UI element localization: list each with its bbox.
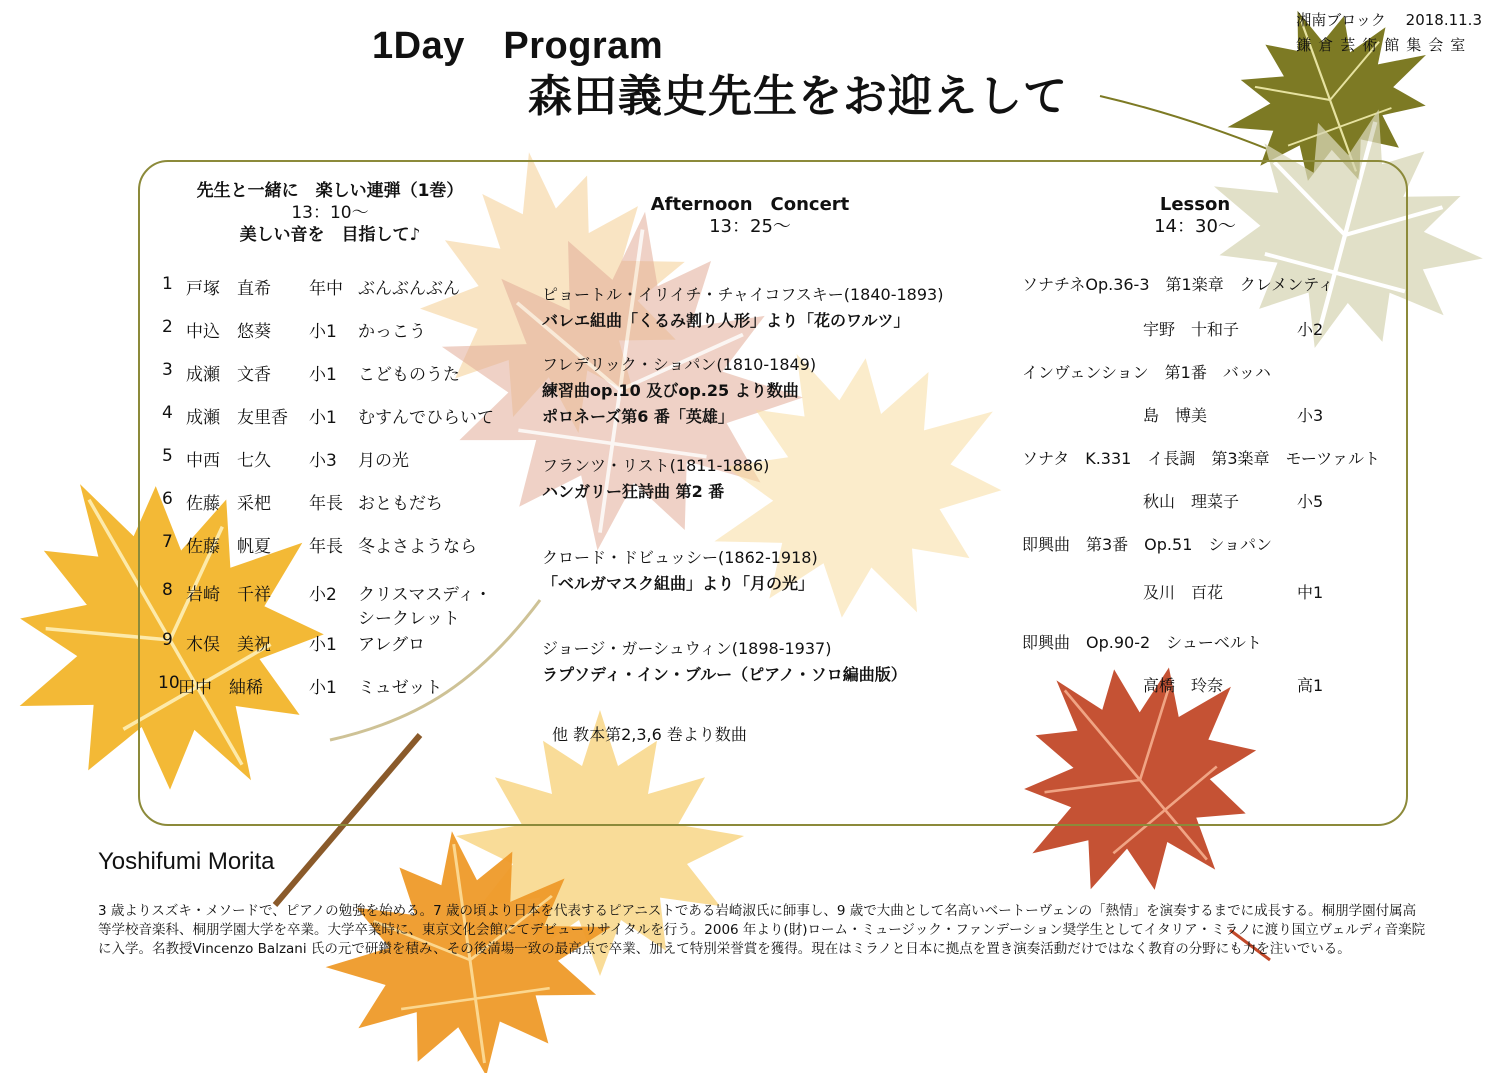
student-number: 6	[162, 489, 173, 509]
lesson-piece: 即興曲 第3番 Op.51 ショパン	[1022, 535, 1273, 554]
concert-heading: Afternoon Concert	[650, 194, 850, 215]
student-number: 10	[158, 673, 180, 693]
student-name: 成瀬 文香	[186, 365, 271, 385]
student-number: 9	[162, 630, 173, 650]
concert-note: 他 教本第2,3,6 巻より数曲	[552, 725, 747, 744]
student-grade: 小1	[309, 635, 337, 655]
concert-item	[542, 545, 818, 597]
concert-piece: 「ベルガマスク組曲」より「月の光」	[542, 574, 815, 593]
student-name: 岩崎 千祥	[186, 585, 271, 605]
student-piece: クリスマスディ・	[358, 585, 492, 605]
student-piece: 冬よさようなら	[358, 537, 477, 557]
lesson-time: 14：30～	[1154, 216, 1236, 237]
student-grade: 小1	[309, 408, 337, 428]
lesson-piece: 即興曲 Op.90-2 シューベルト	[1022, 633, 1262, 652]
concert-composer: ピョートル・イリイチ・チャイコフスキー(1840-1893)	[542, 285, 944, 304]
lesson-section-heading	[1110, 194, 1280, 238]
student-number: 4	[162, 403, 173, 423]
student-piece: むすんでひらいて	[358, 408, 494, 428]
lesson-student: 島 博美	[1143, 406, 1208, 425]
student-grade: 小1	[309, 365, 337, 385]
concert-item	[542, 453, 769, 505]
concert-piece: ハンガリー狂詩曲 第2 番	[542, 482, 725, 501]
concert-item	[542, 636, 907, 688]
student-number: 1	[162, 274, 173, 294]
concert-item	[542, 282, 943, 334]
concert-composer: クロード・ドビュッシー(1862-1918)	[542, 548, 818, 567]
student-name: 佐藤 采杷	[186, 494, 271, 514]
student-name: 中込 悠葵	[186, 322, 271, 342]
student-piece: ミュゼット	[358, 678, 443, 698]
student-grade: 小3	[309, 451, 337, 471]
student-grade: 小1	[309, 678, 337, 698]
student-name: 成瀬 友里香	[186, 408, 288, 428]
lesson-piece: インヴェンション 第1番 バッハ	[1022, 363, 1271, 382]
student-name: 佐藤 帆夏	[186, 537, 271, 557]
student-grade: 年中	[309, 279, 343, 299]
concert-piece: バレエ組曲「くるみ割り人形」より「花のワルツ」	[542, 311, 910, 330]
concert-item	[542, 352, 816, 430]
student-piece-continued: シークレット	[358, 609, 460, 629]
duet-heading-2: 美しい音を 目指して♪	[239, 225, 421, 245]
concert-composer: フレデリック・ショパン(1810-1849)	[542, 355, 817, 374]
lesson-grade: 小2	[1297, 320, 1324, 339]
lesson-student: 宇野 十和子	[1143, 320, 1240, 339]
student-number: 2	[162, 317, 173, 337]
student-name: 田中 紬稀	[178, 678, 263, 698]
lesson-grade: 高1	[1297, 676, 1324, 695]
student-number: 8	[162, 580, 173, 600]
lesson-piece: ソナチネOp.36-3 第1楽章 クレメンティ	[1022, 275, 1334, 294]
student-number: 5	[162, 446, 173, 466]
lesson-grade: 中1	[1297, 583, 1324, 602]
student-name: 木俣 美祝	[186, 635, 271, 655]
lesson-student: 高橋 玲奈	[1143, 676, 1224, 695]
lesson-grade: 小5	[1297, 492, 1324, 511]
concert-piece: ラプソディ・イン・ブルー（ピアノ・ソロ編曲版）	[542, 665, 907, 684]
student-grade: 小1	[309, 322, 337, 342]
student-piece: おともだち	[358, 494, 443, 514]
duet-time: 13：10～	[291, 203, 369, 223]
duet-section-heading	[170, 180, 490, 246]
lesson-student: 及川 百花	[1143, 583, 1224, 602]
student-name: 中西 七久	[186, 451, 271, 471]
student-piece: かっこう	[358, 322, 426, 342]
student-grade: 年長	[309, 537, 343, 557]
concert-composer: ジョージ・ガーシュウィン(1898-1937)	[542, 639, 832, 658]
performer-name: Yoshifumi Morita	[98, 848, 275, 875]
student-piece: ぶんぶんぶん	[358, 279, 460, 299]
venue-line-2: 鎌倉芸術館集会室	[1296, 36, 1473, 54]
lesson-heading: Lesson	[1159, 194, 1231, 215]
lesson-student: 秋山 理菜子	[1143, 492, 1240, 511]
student-piece: こどものうた	[358, 365, 460, 385]
concert-section-heading	[620, 194, 880, 238]
duet-heading-1: 先生と一緒に 楽しい連弾（1巻）	[196, 181, 464, 201]
concert-piece: 練習曲op.10 及びop.25 より数曲	[542, 381, 799, 400]
lesson-grade: 小3	[1297, 406, 1324, 425]
student-grade: 年長	[309, 494, 343, 514]
student-number: 3	[162, 360, 173, 380]
student-grade: 小2	[309, 585, 337, 605]
page-subtitle: 森田義史先生をお迎えして	[528, 71, 1068, 122]
concert-time: 13：25～	[709, 216, 791, 237]
concert-piece: ポロネーズ第6 番「英雄」	[542, 407, 734, 426]
venue-info	[1296, 8, 1482, 58]
student-piece: アレグロ	[358, 635, 425, 655]
student-piece: 月の光	[358, 451, 409, 471]
student-number: 7	[162, 532, 173, 552]
performer-bio: 3 歳よりスズキ・メソードで、ピアノの勉強を始める。7 歳の頃より日本を代表するピアニストである岩崎淑氏に師事し、9 歳で大曲として名高いベートーヴェンの「熱情」を演奏するまでに成長する。桐朋学園付属高等学校音楽科、桐朋学園大学を卒業。大学卒業時に、東京文化会館にてデビューリサイタルを行う。2006 年より(財)ローム・ミュージック・ファンデーション奨学生としてイタリア・ミラノに渡り国立ヴェルディ音楽院に入学。名教授Vincenzo Balzani 氏の元で研鑽を積み、その後満場一致の最高点で卒業、加えて特別栄誉賞を獲得。現在はミラノと日本に拠点を置き演奏活動だけではなく教育の分野にも力を注いでいる。	[98, 903, 1426, 957]
page-title: 1Day Program	[372, 25, 664, 67]
lesson-piece: ソナタ K.331 イ長調 第3楽章 モーツァルト	[1022, 449, 1381, 468]
student-name: 戸塚 直希	[186, 279, 271, 299]
venue-line-1: 湘南ブロック 2018.11.3	[1296, 11, 1482, 29]
concert-composer: フランツ・リスト(1811-1886)	[542, 456, 770, 475]
